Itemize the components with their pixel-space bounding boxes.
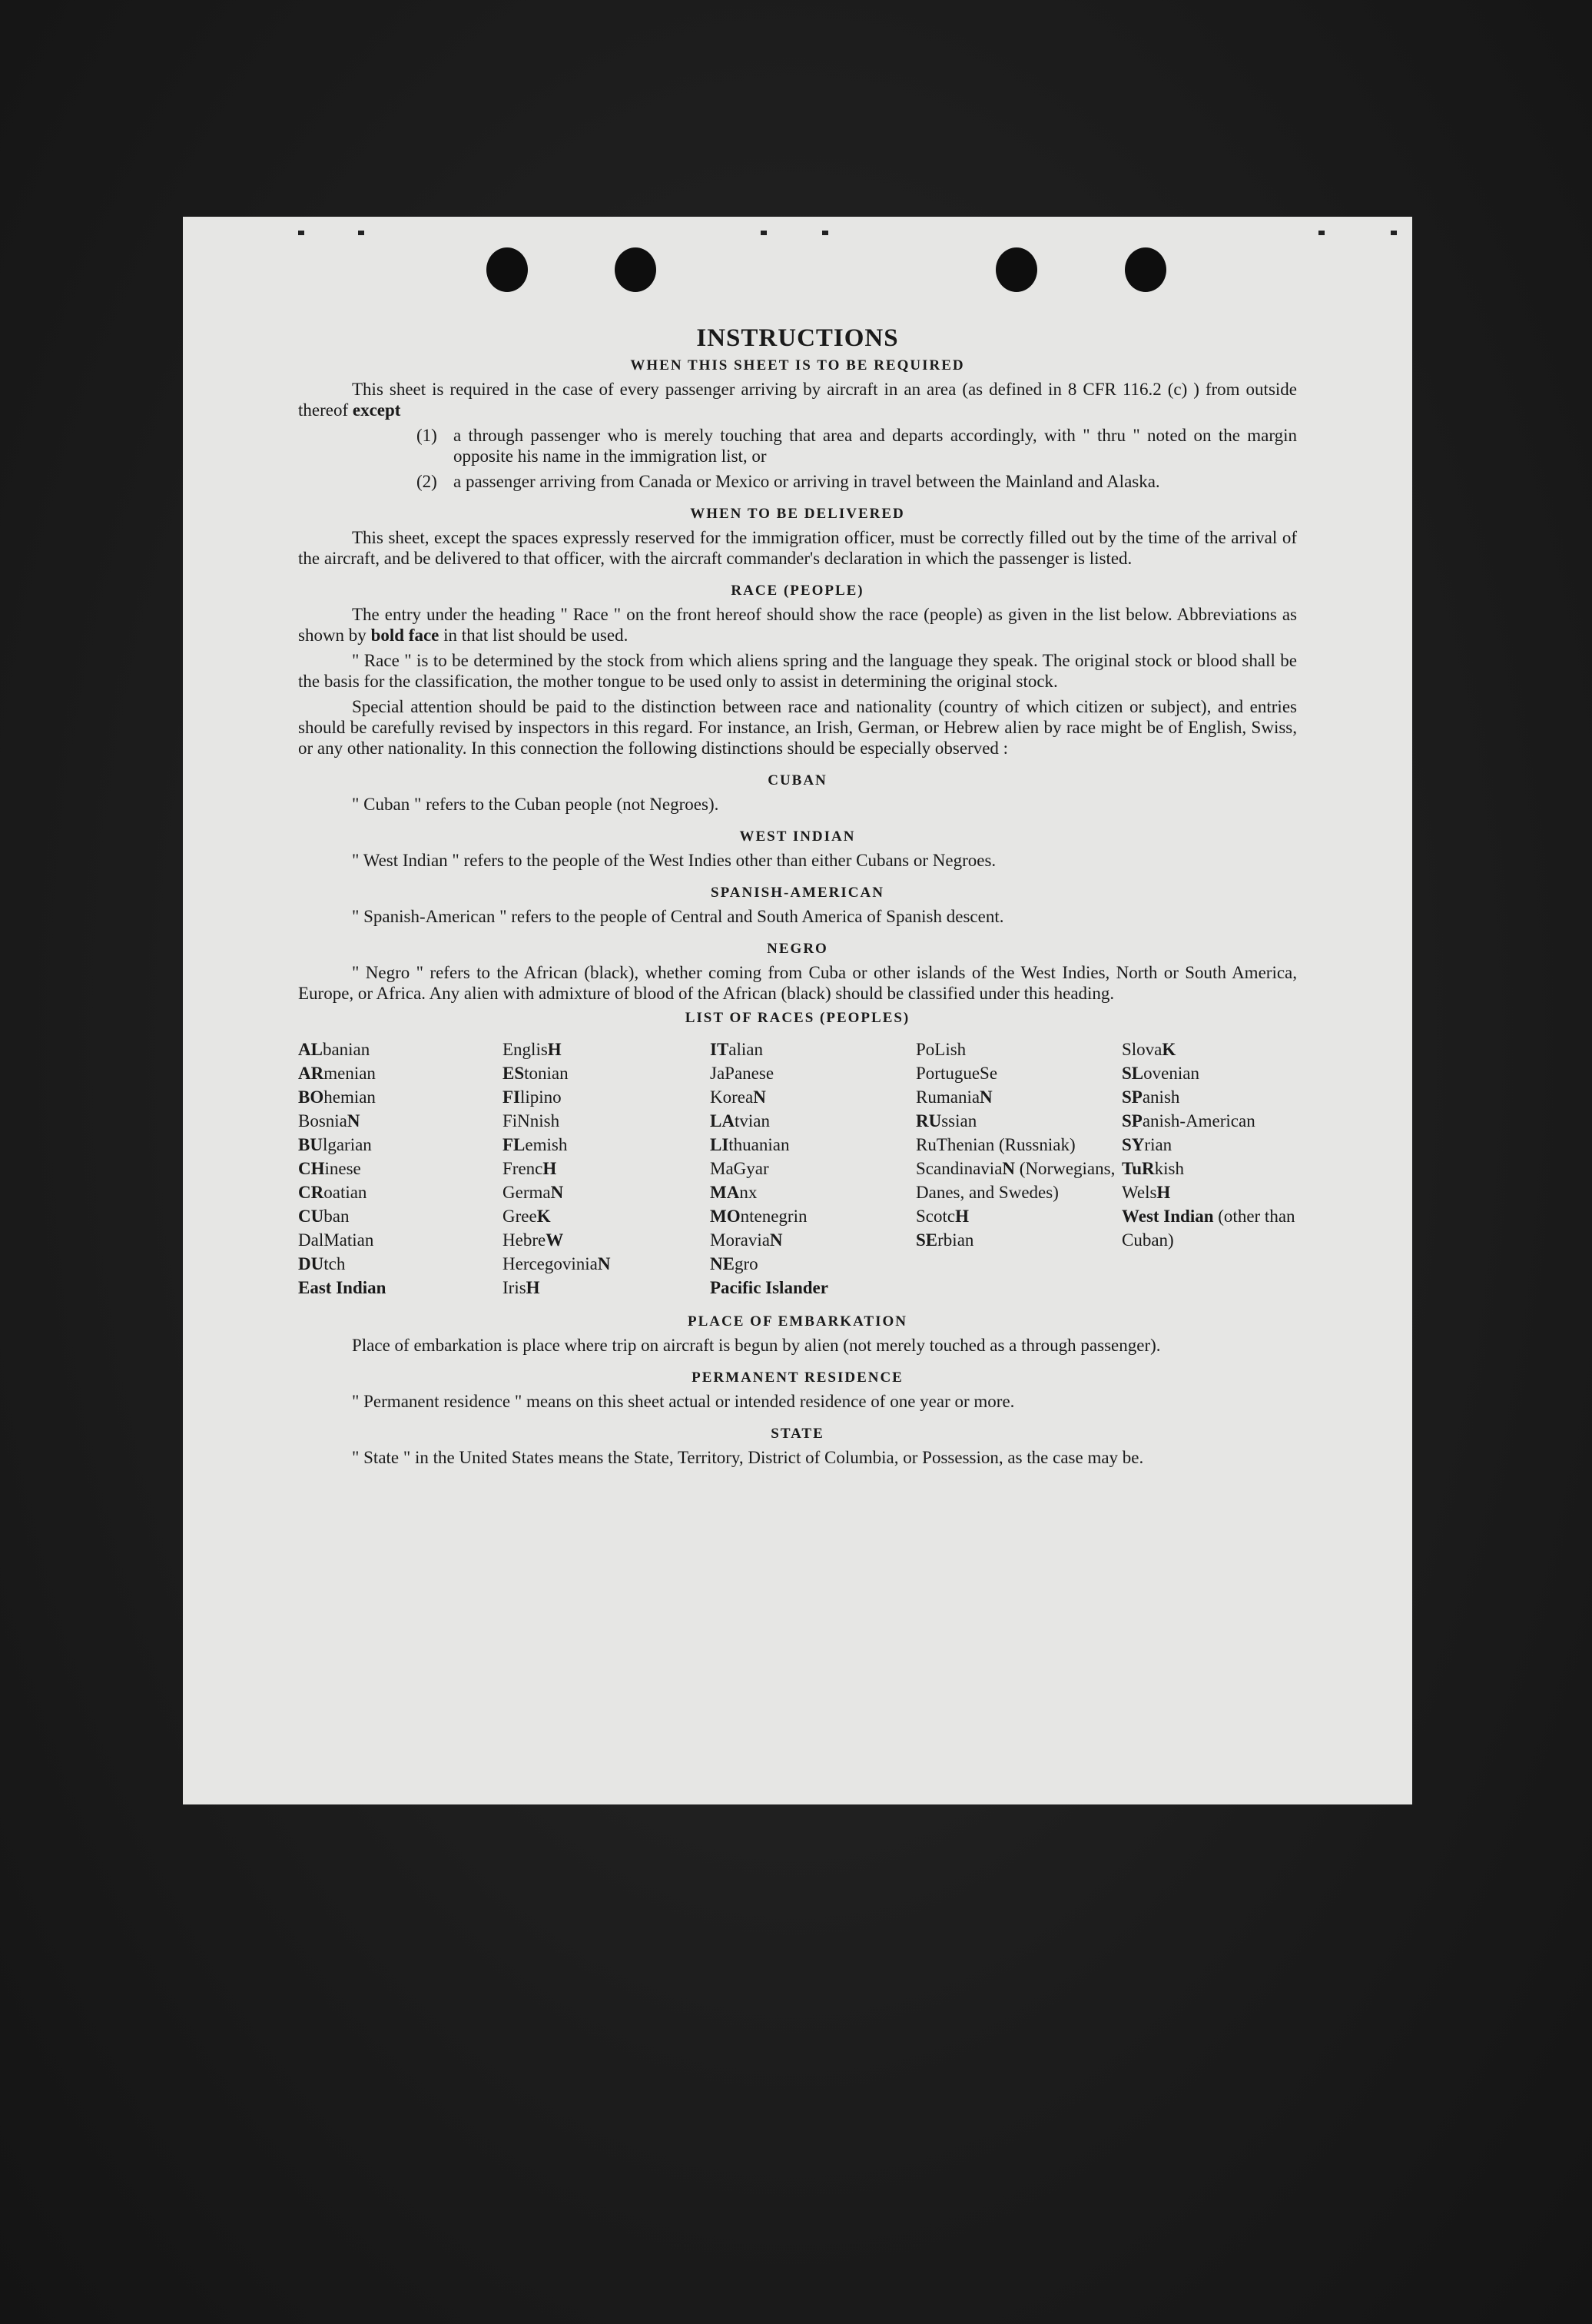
exception-list [298,425,1297,492]
race-entry [1122,1133,1297,1157]
race-entry [710,1085,916,1109]
race-entry-bold: BU [298,1135,323,1154]
race-entry-rest: kish [1154,1159,1184,1178]
race-entry-rest: Moravia [710,1230,770,1250]
race-column [1122,1038,1297,1300]
race-entry-rest: Wels [1122,1183,1157,1202]
spanish-american-text: " Spanish-American " refers to the people of Central and South America of Spanish descent. [352,907,1004,926]
scan-speck [1318,231,1325,235]
race-entry [298,1252,502,1276]
instructions-content [298,324,1297,1472]
race-entry-rest: lgarian [322,1135,372,1154]
race-entry-rest: ovenian [1143,1064,1199,1083]
document-sheet [183,217,1412,1804]
race-entry-rest: Slova [1122,1040,1162,1059]
race-entry [916,1157,1122,1204]
exception-text: a through passenger who is merely touching that area and departs accordingly, with " thru " noted on the margin opposite his name in the immigration list, or [453,426,1297,466]
race-entry-rest: alian [728,1040,763,1059]
section-heading-delivered: WHEN TO BE DELIVERED [690,506,905,522]
race-entry-bold2: K [536,1207,551,1226]
race-entry [298,1109,502,1133]
race-entry [1122,1038,1297,1061]
race-entry [710,1204,916,1228]
race-entry-bold: DU [298,1254,324,1273]
race-column [916,1038,1122,1300]
race-entry [1122,1180,1297,1204]
race-entry-bold2: K [1162,1040,1176,1059]
race-entry-rest: JaPanese [710,1064,774,1083]
race-entry [916,1133,1122,1157]
section-heading-embarkation: PLACE OF EMBARKATION [688,1313,907,1330]
races-list [298,1038,1297,1300]
race-entry [916,1038,1122,1061]
section-heading-list-of-races: LIST OF RACES (PEOPLES) [685,1010,910,1026]
race-entry-rest: menian [323,1064,376,1083]
race-entry-bold: TuR [1122,1159,1155,1178]
race-entry-rest: Scandinavia [916,1159,1003,1178]
race-entry-rest: Hercegovinia [502,1254,598,1273]
race-entry-bold2: H [526,1278,540,1297]
race-paragraph-2: " Race " is to be determined by the stock from which aliens spring and the language they speak. The original stock or blood shall be the basis for the classification, the mother tongue to be used only to assist in determining the original stock. [298,651,1297,691]
race-entry-rest: anish-American [1142,1111,1255,1130]
race-entry [710,1133,916,1157]
race-entry-rest: Hebre [502,1230,546,1250]
scan-speck [822,231,828,235]
race-entry [502,1038,710,1061]
punch-hole-icon [486,247,528,292]
race-entry [502,1228,710,1252]
race-entry [916,1228,1122,1252]
race-entry-bold2: N [753,1087,766,1107]
exception-item [298,471,1297,492]
race-entry-rest: anish [1142,1087,1180,1107]
race-entry [1122,1204,1297,1252]
race-entry [1122,1157,1297,1180]
race-entry-bold: Pacific Islander [710,1278,828,1297]
race-entry-rest: ntenegrin [740,1207,808,1226]
scan-speck [298,231,304,235]
race-paragraph-3: Special attention should be paid to the distinction between race and nationality (country of which citizen or subject), and entries should be carefully revised by inspectors in this regard. For instance, an Irish, German, or Hebrew alien by race might be of English, Swiss, or any other nationality. In this connection the following distinctions should be especially observed : [298,697,1297,758]
race-entry-bold: MO [710,1207,741,1226]
race-entry-bold: NE [710,1254,735,1273]
page-title: INSTRUCTIONS [696,324,899,352]
exception-number: (2) [416,472,437,491]
race-entry-rest: oatian [323,1183,367,1202]
race-entry [710,1252,916,1276]
race-entry-rest: Gree [502,1207,537,1226]
race-entry [502,1204,710,1228]
race-entry-rest: Englis [502,1040,548,1059]
race-paragraph-1 [298,604,1297,646]
race-entry [502,1061,710,1085]
race-entry-bold2: N [980,1087,993,1107]
negro-text: " Negro " refers to the African (black), whether coming from Cuba or other islands of the West Indies, North or South America, Europe, or Africa. Any alien with admixture of blood of the African (black) should be classified under this heading. [298,963,1297,1003]
race-entry [298,1204,502,1228]
race-entry-bold2: W [546,1230,564,1250]
race-entry [916,1204,1122,1228]
embarkation-text: Place of embarkation is place where trip on aircraft is begun by alien (not merely touched as a through passenger). [352,1336,1161,1355]
race-entry-bold: LI [710,1135,729,1154]
race-entry-bold: CR [298,1183,324,1202]
section-heading-required: WHEN THIS SHEET IS TO BE REQUIRED [630,357,965,374]
race-entry-rest: nx [739,1183,758,1202]
race-entry [502,1133,710,1157]
race-entry-bold: CH [298,1159,325,1178]
race-entry [502,1252,710,1276]
race-entry-bold: AR [298,1064,324,1083]
race-entry-bold2: H [1156,1183,1171,1202]
section-heading-west-indian: WEST INDIAN [739,828,856,845]
race-p1-before: The entry under the heading " Race " on the front hereof should show the race (people) as given in the list below. Abbreviations as shown by [298,605,1297,645]
punch-hole-icon [1125,247,1166,292]
race-entry [710,1109,916,1133]
race-entry-rest: MaGyar [710,1159,769,1178]
exception-item [298,425,1297,466]
race-entry [502,1276,710,1300]
race-entry [502,1157,710,1180]
race-entry-rest: rbian [937,1230,974,1250]
race-entry [298,1133,502,1157]
race-entry-rest: inese [324,1159,361,1178]
section-heading-race: RACE (PEOPLE) [731,583,864,599]
exception-number: (1) [416,426,437,445]
race-column [502,1038,710,1300]
race-entry-rest: tvian [734,1111,770,1130]
race-entry [298,1085,502,1109]
race-entry-rest: Scotc [916,1207,956,1226]
required-intro-text: This sheet is required in the case of every passenger arriving by aircraft in an area (as defined in 8 CFR 116.2 (c) ) from outside thereof [298,380,1297,420]
race-entry-rest: Frenc [502,1159,543,1178]
race-entry-bold2: H [547,1040,562,1059]
punch-hole-icon [615,247,656,292]
race-entry-rest: thuanian [728,1135,790,1154]
race-entry [710,1061,916,1085]
race-entry-rest: PortugueSe [916,1064,998,1083]
cuban-text: " Cuban " refers to the Cuban people (not Negroes). [352,795,719,814]
race-entry [916,1085,1122,1109]
race-entry-rest: lipino [520,1087,562,1107]
race-entry-rest: Rumania [916,1087,980,1107]
residence-text: " Permanent residence " means on this sheet actual or intended residence of one year or more. [352,1392,1015,1411]
race-entry [298,1061,502,1085]
race-entry [502,1180,710,1204]
race-entry [916,1109,1122,1133]
race-p1-after: in that list should be used. [443,626,629,645]
race-entry-rest: tch [323,1254,346,1273]
race-entry-bold: ES [502,1064,525,1083]
race-entry [502,1109,710,1133]
section-heading-residence: PERMANENT RESIDENCE [692,1370,904,1386]
race-entry-bold2: N [769,1230,783,1250]
race-entry-rest: PoLish [916,1040,967,1059]
punch-hole-icon [996,247,1037,292]
race-entry-after: (Norwegians, Danes, and Swedes) [916,1159,1116,1202]
race-entry-bold: IT [710,1040,729,1059]
race-entry [298,1038,502,1061]
race-entry-bold2: N [1002,1159,1016,1178]
race-entry-bold: LA [710,1111,735,1130]
race-entry-rest: tonian [524,1064,569,1083]
race-entry-rest: emish [525,1135,568,1154]
section-heading-spanish-american: SPANISH-AMERICAN [711,885,884,901]
race-column [298,1038,502,1300]
required-intro-keyword: except [352,400,401,420]
race-entry-bold: SL [1122,1064,1144,1083]
race-entry-rest: Iris [502,1278,526,1297]
race-entry-bold2: N [597,1254,611,1273]
race-entry-bold: AL [298,1040,323,1059]
race-entry-bold: CU [298,1207,324,1226]
race-entry-bold: RU [916,1111,942,1130]
race-entry-bold: SP [1122,1087,1143,1107]
race-entry [710,1180,916,1204]
race-entry [1122,1109,1297,1133]
scan-speck [1391,231,1397,235]
race-entry-bold2: H [955,1207,969,1226]
state-text: " State " in the United States means the State, Territory, District of Columbia, or Possession, as the case may be. [352,1448,1144,1467]
race-entry-bold: West Indian [1122,1207,1214,1226]
race-entry-bold: MA [710,1183,740,1202]
race-entry-rest: Korea [710,1087,754,1107]
race-entry-rest: ssian [941,1111,977,1130]
race-entry [298,1276,502,1300]
race-entry-rest: ban [323,1207,350,1226]
race-entry-rest: rian [1144,1135,1172,1154]
race-entry-rest: Bosnia [298,1111,347,1130]
section-heading-negro: NEGRO [767,941,828,957]
race-entry-rest: FiNnish [502,1111,560,1130]
race-entry-bold: BO [298,1087,324,1107]
race-entry [1122,1061,1297,1085]
race-entry [710,1038,916,1061]
race-entry [710,1276,916,1300]
race-column [710,1038,916,1300]
race-entry-rest: (other than Cuban) [1122,1207,1295,1250]
race-entry [710,1228,916,1252]
west-indian-text: " West Indian " refers to the people of the West Indies other than either Cubans or Negroes. [352,851,997,870]
scan-speck [358,231,364,235]
race-entry-bold2: N [550,1183,564,1202]
race-entry-bold: SY [1122,1135,1145,1154]
race-entry [710,1157,916,1180]
race-entry [1122,1085,1297,1109]
race-entry-bold: SP [1122,1111,1143,1130]
race-p1-bold: bold face [370,626,439,645]
race-entry-bold: FL [502,1135,526,1154]
exception-text: a passenger arriving from Canada or Mexico or arriving in travel between the Mainland and Alaska. [453,472,1160,491]
race-entry-rest: gro [734,1254,758,1273]
required-intro [298,379,1297,420]
race-entry-rest: Germa [502,1183,551,1202]
scan-speck [761,231,767,235]
race-entry [298,1228,502,1252]
race-entry-bold: East Indian [298,1278,386,1297]
race-entry-bold: FI [502,1087,520,1107]
race-entry [916,1061,1122,1085]
section-heading-state: STATE [771,1426,824,1442]
race-entry [298,1180,502,1204]
race-entry-rest: RuThenian (Russniak) [916,1135,1076,1154]
race-entry [502,1085,710,1109]
race-entry-rest: hemian [323,1087,376,1107]
race-entry-bold: SE [916,1230,938,1250]
race-entry-bold2: H [542,1159,557,1178]
race-entry-rest: DalMatian [298,1230,374,1250]
section-heading-cuban: CUBAN [768,772,828,788]
race-entry [298,1157,502,1180]
delivered-text: This sheet, except the spaces expressly reserved for the immigration officer, must be correctly filled out by the time of the arrival of the aircraft, and be delivered to that officer, with the aircraft commander's declaration in which the passenger is listed. [298,528,1297,568]
race-entry-bold2: N [347,1111,360,1130]
race-entry-rest: banian [322,1040,370,1059]
